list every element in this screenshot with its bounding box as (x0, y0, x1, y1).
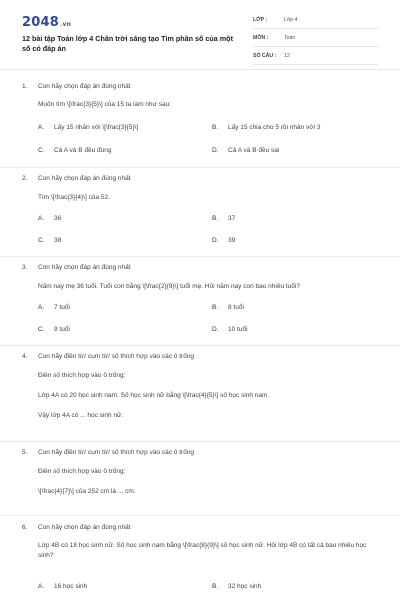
question-number: 3. (22, 264, 28, 271)
header (0, 0, 400, 68)
option-text[interactable]: 7 tuổi (54, 304, 70, 311)
question-text[interactable]: \[\frac{4}{7}\] của 252 cm là ... cm. (38, 488, 136, 495)
meta-key: MÔN : (253, 35, 269, 41)
question-prompt: Con hãy chọn đáp án đúng nhất (38, 83, 131, 90)
document-title: 12 bài tập Toán lớp 4 Chân trời sáng tạo Tìm phân số của một số có đáp án (22, 34, 233, 53)
meta-row-grade (253, 14, 378, 29)
logo-domain: .vn (59, 21, 72, 28)
question-prompt: Con hãy chọn đáp án đúng nhất (38, 175, 131, 182)
question-text: Muốn tìm \[\frac{3}{5}\] của 15 ta làm như sau: (38, 101, 171, 108)
option-text[interactable]: 36 (54, 215, 62, 222)
question-text: Điền số thích hợp vào ô trống: (38, 468, 126, 475)
question-number: 2. (22, 175, 28, 182)
site-logo[interactable] (22, 15, 71, 30)
question-prompt: Con hãy chọn đáp án đúng nhất (38, 524, 131, 531)
option-label[interactable]: C. (38, 147, 45, 154)
question-6 (0, 516, 400, 600)
option-label[interactable]: D. (212, 147, 219, 154)
question-number: 5. (22, 449, 28, 456)
question-2 (0, 168, 400, 257)
option-text[interactable]: Cả A và B đều sai (228, 147, 280, 154)
option-label[interactable]: B. (212, 124, 219, 131)
option-text[interactable]: 8 tuổi (228, 304, 244, 311)
option-text[interactable]: Lấy 15 chia cho 5 rồi nhân với 3 (228, 124, 321, 131)
question-text: Năm nay mẹ 36 tuổi. Tuổi con bằng \[\frac{2}{9}\] tuổi mẹ. Hỏi năm nay con bao nhiêu tuổi? (38, 283, 300, 290)
question-number: 6. (22, 524, 28, 531)
question-number: 1. (22, 83, 28, 90)
option-text[interactable]: 10 tuổi (228, 326, 248, 333)
option-label[interactable]: B. (212, 215, 219, 222)
header-divider (0, 69, 400, 70)
meta-key: SỐ CÂU : (253, 53, 277, 59)
question-3 (0, 257, 400, 346)
option-label[interactable]: A. (38, 124, 45, 131)
question-prompt: Con hãy điền từ/ cụm từ/ số thích hợp vào các ô trống (38, 449, 195, 456)
option-label[interactable]: B. (212, 583, 219, 590)
question-text: Lớp 4A có 20 học sinh nam. Số học sinh nữ bằng \[\frac{4}{5}\] số học sinh nam. (38, 392, 270, 399)
option-label[interactable]: C. (38, 326, 45, 333)
option-label[interactable]: B. (212, 304, 219, 311)
option-label[interactable]: C. (38, 237, 45, 244)
meta-value: 12 (284, 53, 290, 59)
option-text[interactable]: 32 học sinh (228, 583, 262, 590)
option-text[interactable]: 9 tuổi (54, 326, 70, 333)
option-label[interactable]: A. (38, 583, 45, 590)
option-text[interactable]: 38 (54, 237, 62, 244)
option-text[interactable]: 16 học sinh (54, 583, 88, 590)
option-label[interactable]: D. (212, 237, 219, 244)
question-list (0, 80, 400, 600)
option-text[interactable]: 39 (228, 237, 236, 244)
question-prompt: Con hãy điền từ/ cụm từ/ số thích hợp vào các ô trống (38, 353, 195, 360)
option-text[interactable]: 37 (228, 215, 236, 222)
meta-key: LỚP : (253, 17, 268, 23)
meta-row-subject (253, 32, 378, 47)
option-text[interactable]: Cả A và B đều đúng (54, 147, 112, 154)
question-4 (0, 346, 400, 442)
option-text[interactable]: Lấy 15 nhân với \[\frac{3}{5}\] (54, 124, 139, 131)
meta-value: Toán (284, 35, 296, 41)
question-number: 4. (22, 353, 28, 360)
question-text: Tìm \[\frac{3}{4}\] của 52. (38, 194, 110, 201)
option-label[interactable]: D. (212, 326, 219, 333)
question-5 (0, 442, 400, 516)
option-label[interactable]: A. (38, 215, 45, 222)
question-text: Lớp 4B có 18 học sinh nữ. Số học sinh nam bằng \[\frac{8}{9}\] số học sinh nữ. Hỏi lớp 4B có tất cả bao nhiêu học sinh? (38, 542, 367, 559)
option-label[interactable]: A. (38, 304, 45, 311)
meta-value: Lớp 4 (284, 17, 298, 23)
question-text[interactable]: Vậy lớp 4A có ... học sinh nữ. (38, 412, 124, 419)
question-prompt: Con hãy chọn đáp án đúng nhất (38, 264, 131, 271)
question-text: Điền số thích hợp vào ô trống: (38, 372, 126, 379)
question-1 (0, 80, 400, 168)
logo-main: 2048 (22, 15, 59, 30)
meta-row-count (253, 50, 378, 65)
meta-panel (253, 14, 378, 68)
